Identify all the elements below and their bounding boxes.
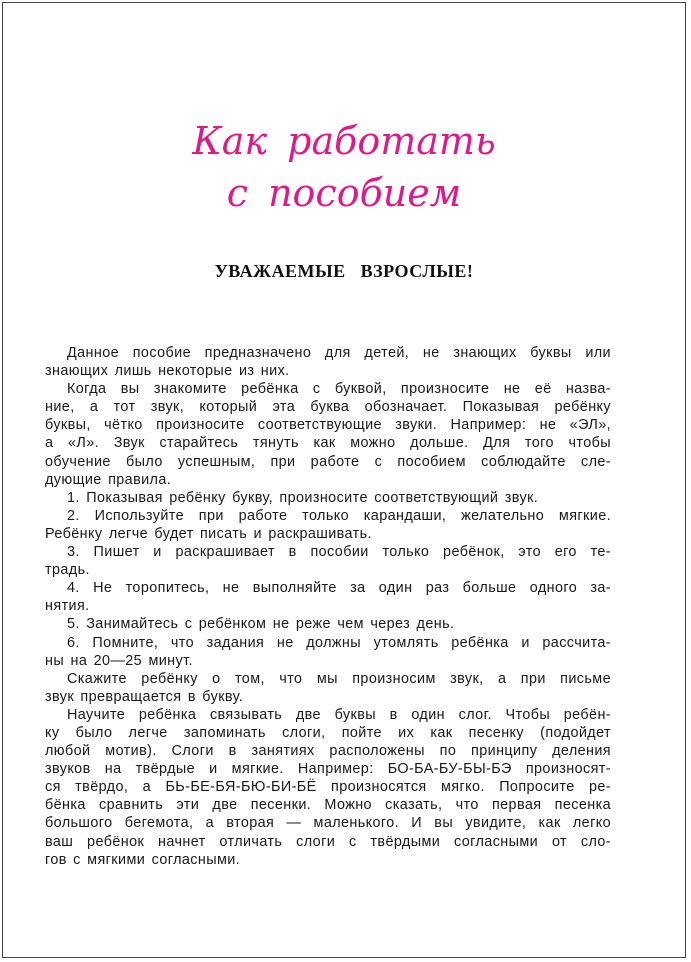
text-line: бёнка сравнить эти две песенки. Можно сказать, что первая песенка	[45, 797, 611, 814]
page	[2, 2, 686, 958]
paragraph	[45, 507, 611, 543]
body-text	[45, 344, 611, 869]
text-line: ку было легче запоминать слоги, пойте их как песенку (подойдет	[45, 724, 611, 741]
text-line: 2. Используйте при работе только карандаши, желательно мягкие.	[67, 507, 611, 524]
text-line: 6. Помните, что задания не должны утомлять ребёнка и рассчита-	[67, 634, 611, 651]
paragraph	[45, 489, 611, 507]
text-line: традь.	[45, 562, 90, 579]
title-line-2: с пособием	[226, 171, 462, 215]
page-title	[3, 115, 685, 219]
paragraph	[45, 706, 611, 869]
text-line: а «Л». Звук старайтесь тянуть как можно дольше. Для того чтобы	[45, 435, 611, 452]
text-line: дующие правила.	[45, 471, 172, 488]
text-line: Когда вы знакомите ребёнка с буквой, произносите не её назва-	[67, 381, 611, 398]
text-line: 4. Не торопитесь, не выполняйте за один раз больше одного за-	[67, 580, 611, 597]
paragraph	[45, 634, 611, 670]
text-line: Данное пособие предназначено для детей, не знающих буквы или	[67, 345, 611, 361]
section-heading: УВАЖАЕМЫЕ ВЗРОСЛЫЕ!	[214, 261, 474, 281]
text-line: буквы, чётко произносите соответствующие звуки. Например: не «ЭЛ»,	[45, 417, 611, 434]
text-line: Научите ребёнка связывать две буквы в один слог. Чтобы ребён-	[67, 706, 611, 723]
text-line: Скажите ребёнку о том, что мы произносим звук, а при письме	[67, 670, 611, 687]
text-line: обучение было успешным, при работе с пособием соблюдайте сле-	[45, 453, 611, 470]
paragraph	[45, 615, 611, 633]
paragraph	[45, 380, 611, 489]
text-line: гов с мягкими согласными.	[45, 851, 241, 868]
text-line: 5. Занимайтесь с ребёнком не реже чем через день.	[67, 616, 455, 633]
text-line: ны на 20—25 минут.	[45, 652, 193, 669]
text-line: 3. Пишет и раскрашивает в пособии только ребёнок, это его те-	[67, 544, 611, 561]
text-line: большого бегемота, а вторая — маленького. И вы увидите, как легко	[45, 815, 611, 832]
title-line-1: Как работать	[192, 119, 496, 163]
text-line: 1. Показывая ребёнку букву, произносите соответствующий звук.	[67, 489, 539, 506]
text-line: знающих лишь некоторые из них.	[45, 363, 290, 380]
paragraph	[45, 670, 611, 706]
paragraph	[45, 543, 611, 579]
text-line: звук превращается в букву.	[45, 688, 244, 705]
text-line: Ребёнку легче будет писать и раскрашивать.	[45, 525, 372, 542]
text-line: звуков на твёрдые и мягкие. Например: БО-БА-БУ-БЫ-БЭ произносят-	[45, 761, 611, 778]
text-line: нятия.	[45, 598, 90, 615]
text-line: ние, а тот звук, который эта буква обозначает. Показывая ребёнку	[45, 399, 611, 416]
paragraph	[45, 579, 611, 615]
text-line: ваш ребёнок начнет отличать слоги с твёрдыми согласными от сло-	[45, 833, 611, 850]
text-line: ся твёрдо, а БЬ-БЕ-БЯ-БЮ-БИ-БЁ произносятся мягко. Попросите ре-	[45, 779, 611, 796]
paragraph	[45, 344, 611, 380]
text-line: любой мотив). Слоги в занятиях расположены по принципу деления	[45, 743, 611, 760]
